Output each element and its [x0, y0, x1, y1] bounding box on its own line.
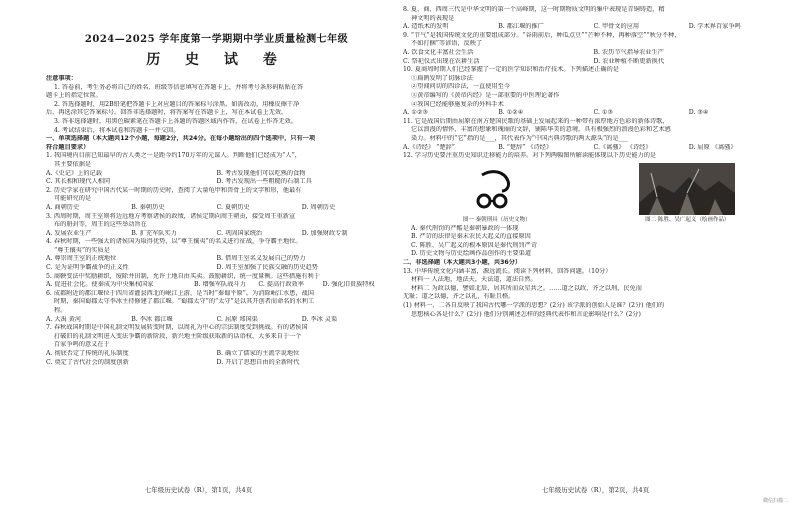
exam-page-2: [397, 0, 794, 508]
options-q1b: [46, 178, 387, 187]
option: B. 都江堰的推广: [498, 23, 544, 31]
figure-2: [639, 163, 735, 223]
notice-line: 题卡上的指定位置。: [46, 92, 102, 100]
q10-item: ①扁鹊发明了切脉诊法: [411, 74, 473, 82]
option: D. 农业种植不断更新换代: [593, 57, 665, 65]
question-5: 5. 商鞅变法中奖励耕织，废除井田制，允许土地自由买卖。鼓励耕织，统一度量衡。这些措施有利于: [46, 272, 320, 280]
q12-option: A. 秦代刑罚的严酷是秦朝暴政的一体现: [411, 224, 519, 232]
exam-title: 2024—2025 学年度第一学期期中学业质量检测七年级: [84, 34, 349, 45]
question-6-cont: 程。: [54, 307, 67, 315]
option: D. 开启了思想自由的全新时代: [216, 358, 300, 366]
subject-title: 历 史 试 卷: [146, 52, 287, 68]
option: B. 农历节气指导农业生产: [593, 48, 664, 56]
option: D. 周朝历史: [301, 203, 336, 211]
option: A. 发展农业生产: [46, 229, 92, 237]
options-q3: [46, 230, 387, 239]
options-q8: [403, 23, 784, 32]
option: C. 甲骨文的应用: [593, 23, 640, 31]
option: A. 促进社会化。使秦成为中央集权国家: [46, 281, 154, 289]
section1-heading: 一、单项选择题（本大题共12个小题，每题2分，共24分。在每小题给出的四个选项中，只有一项: [46, 135, 316, 143]
option: A. 尊崇周王室的正统地位: [46, 255, 117, 263]
q12-option: C. 陈胜、吴广起义的根本原因是秦代刑罚严苛: [411, 241, 538, 249]
question-1-cont: 其主要依据是: [54, 160, 92, 168]
option: C. 屈原 郑国渠: [216, 315, 258, 323]
page-footer: 七年级历史试卷（R），第2页，共4页: [541, 486, 650, 494]
question-11: 11. 它是战国后期由屈原在南方楚国民歌的基础上发展起来的一种带有浓厚地方色彩的新体诗歌，: [403, 117, 669, 125]
options-q9: [403, 49, 784, 58]
option: C. 奠定了古代社会的制度创新: [46, 358, 129, 366]
notice-line: 4. 考试结束后，将本试卷和答题卡一并交回。: [54, 126, 180, 134]
option: A. 大禹 黄河: [46, 315, 82, 323]
option: C. 祭祀仪式出现在农耕生活: [403, 57, 480, 65]
options-q4: [46, 255, 387, 264]
section1-heading-cont: 符合题目要求）: [46, 143, 90, 151]
option: C. ①③: [593, 109, 614, 117]
uprising-painting: [639, 163, 735, 215]
question-4-cont: “尊王攘夷”的实质是: [54, 246, 110, 254]
option: A. 商朝历史: [46, 203, 80, 211]
option: D. 考古发现出一些粗糙的石制工具: [216, 178, 312, 186]
options-q1: [46, 170, 387, 179]
shackles-image: [452, 167, 542, 211]
question-13-sub-cont: 思想核心各是什么？(2分) 他们分别阐述怎样的经典代表作和言论影响是什么？(2分): [411, 310, 641, 318]
figure-2-caption: 图二 陈胜、吴广起义（绘画作品）: [645, 216, 730, 223]
option: B. 扩充军队实力: [131, 229, 177, 237]
question-11-cont: 它以浪漫的情怀、丰富的想象和瑰丽的文辞，铺陈华美的意境，具有极强烈的浪漫色彩和艺术感: [411, 126, 671, 134]
notice-heading: 注意事项：: [46, 75, 77, 82]
option: D. 加强财政专制: [301, 229, 348, 237]
question-7-cont: 打破旧的礼制文明进入变法争霸的新阶段，新兴地主阶级获取新的话语权，大多来自于一个: [54, 332, 302, 340]
option: D. 屈原 《离骚》: [688, 143, 737, 151]
option: C.《离骚》 《诗经》: [593, 143, 652, 151]
option: A.《史记》上的记载: [46, 169, 102, 177]
question-3: 3. 西周时期，周王室则将边远地方考察诸侯的政绩，诸侯定期向周王朝贡，接受周王重新宣: [46, 212, 296, 220]
option: C. 是为证明争霸战争的正义性: [46, 264, 129, 272]
figure-1-caption: 图一 秦朝刑具（历史文物）: [462, 216, 531, 223]
q12-option: B. 严苛的法律是秦末农民大起义的直接原因: [411, 233, 531, 241]
option: B. 考古发现他们可以吃熟的食物: [216, 169, 306, 177]
option: C. 其长相和现代人相同: [46, 178, 111, 186]
section2-heading: 二、非选择题（本大题共3小题，共36分）: [403, 259, 522, 267]
material-2: 材料二 为政以德，譬如北辰，居其所而众星共之。……道之以政，齐之以刑，民免而: [411, 284, 642, 292]
question-2: 2. 历史学家在研究中国古代某一时期的历史时，查阅了大量龟甲和兽骨上的文字和形，他最有: [46, 186, 302, 194]
options-q2: [46, 204, 387, 213]
question-13: 13. 中华传统文化内涵丰富，源远流长。阅读下列材料，回答问题。（10分）: [403, 267, 612, 275]
question-9-cont: 不如打捆”等谚语，反映了: [411, 40, 483, 48]
notice-line: 2. 答选择题时，用2B铅笔把答题卡上对应题目的答案标号涂黑。如需改动，用橡皮擦干净: [54, 100, 300, 108]
option: D. 学术界百家争鸣: [688, 23, 741, 31]
question-9: 9. “节气”是我国传统文化的重要组成部分。“谷雨前后，种瓜点豆”“芒种不种，再种落空”“秋分不种，: [403, 31, 681, 39]
question-8-cont: 神文明的表现是: [411, 14, 455, 22]
question-2-cont: 可能研究的是: [54, 195, 92, 203]
option: B. ①②④: [498, 109, 524, 117]
question-4: 4. 春秋时期，一些强大的诸侯国为取得优势，以“尊王攘夷”的名义进行征战，争夺霸主地位。: [46, 238, 302, 246]
option: B. “楚辞” 《诗经》: [498, 143, 553, 151]
options-q4b: [46, 264, 387, 273]
material-1: 材料一 人法地，地法天，天法道，道法自然。: [411, 276, 537, 284]
options-q7b: [46, 359, 387, 368]
question-7-cont: 百家争鸣的意义在于: [54, 341, 110, 349]
notice-line: 后，再选涂其它答案标号。回答非选择题时，将答案写在答题卡上，写在本试卷上无效。: [46, 109, 288, 117]
option: D. 周王室加强了民族交融的历史趋势: [216, 264, 318, 272]
option: C. 巩固国家统治: [216, 229, 263, 237]
option: C. 提高行政效率: [258, 281, 304, 289]
options-q9b: [403, 58, 784, 67]
option: B. 增强军队战斗力: [193, 281, 246, 289]
scanner-watermark: 微信扫描二: [762, 498, 788, 504]
question-6: 6. 成都附近的都江堰位于四川省灌县西北的岷江上游，是当时“秦蜀平原”。为消除岷江水患，战国: [46, 289, 314, 297]
option: B. 秦朝历史: [131, 203, 165, 211]
question-7: 7. 春秋战国时期是中国礼制文明发展转变时期，以周礼为中心的宗法制度受到挑战。有的诸侯国: [46, 324, 308, 332]
option: A. ①②③: [403, 109, 429, 117]
option: B. 确立了儒家的主流学说地位: [216, 350, 300, 357]
question-6-cont: 时期，秦国蜀郡太守李冰主持修建了都江堰。“蜀郡太守”的“太守”是以其开创者而命名的水利工: [54, 298, 315, 306]
options-q7: [46, 350, 387, 359]
option: B. 李冰 都江堰: [131, 315, 173, 323]
page-footer: 七年级历史试卷（R），第1页，共4页: [144, 486, 253, 494]
q12-option: D. 历史文物与历史绘画作品创作的主要渠道: [411, 250, 532, 258]
options-q6: [46, 316, 387, 325]
q10-item: ③黄帝编写的《黄帝内经》是一部重要的中医理论著作: [411, 91, 560, 99]
option: B. 借周王室名义发展自己的势力: [216, 255, 306, 263]
option: D. 李冰 灵渠: [301, 315, 338, 323]
option: D. 强化旧贵族特权: [322, 281, 375, 289]
option: A. 饮食文化丰富社会生活: [403, 48, 474, 56]
option: C. 夏朝历史: [216, 203, 250, 211]
q10-item: ④我国已经能够施复杂的外科手术: [411, 100, 504, 108]
figure-1: [452, 167, 542, 223]
option: A.《诗经》 “楚辞”: [403, 143, 455, 151]
options-q11: [403, 144, 784, 153]
material-2-cont: 无耻；道之以德，齐之以礼，有耻且格。: [403, 293, 515, 301]
q10-item: ②望闻问切的四诊法，一直使用至今: [411, 83, 510, 91]
question-10: 10. 夏商周时期人们已经掌握了一定的医学知识和治疗技术。下列描述正确的是: [403, 66, 619, 74]
notice-line: 3. 答非选择题时，用黑色碳素笔在答题卡上各题的答题区域内作答，在试卷上作答无效。: [54, 117, 297, 125]
question-12: 12. 学习历史要注重历史知识迁移能力的培养。对下列两幅图所解读能体现以下历史能力的是: [403, 152, 657, 160]
options-q10: [403, 109, 784, 118]
question-3-cont: 布的册封等，周王的这些举动旨在: [54, 221, 147, 229]
figure-row: [403, 163, 784, 223]
option: A. 彻底否定了传统的礼乐制度: [46, 350, 129, 357]
question-1: 1. 我国境内目前已知最早的古人类之一是距今约170万年的元谋人。判断他们已经成为“人”，: [46, 152, 301, 160]
question-11-cont: 染力。材料中的“它”指的是___，其代表作为“中国古典诗歌的两大源头”的是___: [411, 134, 628, 142]
option: D. ③④: [688, 109, 709, 117]
question-13-sub: (1) 材料一、二各自反映了我国古代哪一学派的思想？(2分) 该学派的创始人是谁？(2分) 他们的: [403, 302, 665, 310]
option: A. 造纸术的发明: [403, 23, 449, 31]
notice-line: 1. 答卷前，考生务必将自己的姓名、班级等信息填写在答题卡上，并将考号条形码粘贴在答: [54, 83, 304, 91]
options-q5: [46, 281, 387, 290]
question-8: 8. 夏、商、西周三代是中华文明的第一个高峰期，这一时期物质文明的集中表现是青铜铸造，精: [403, 6, 665, 13]
